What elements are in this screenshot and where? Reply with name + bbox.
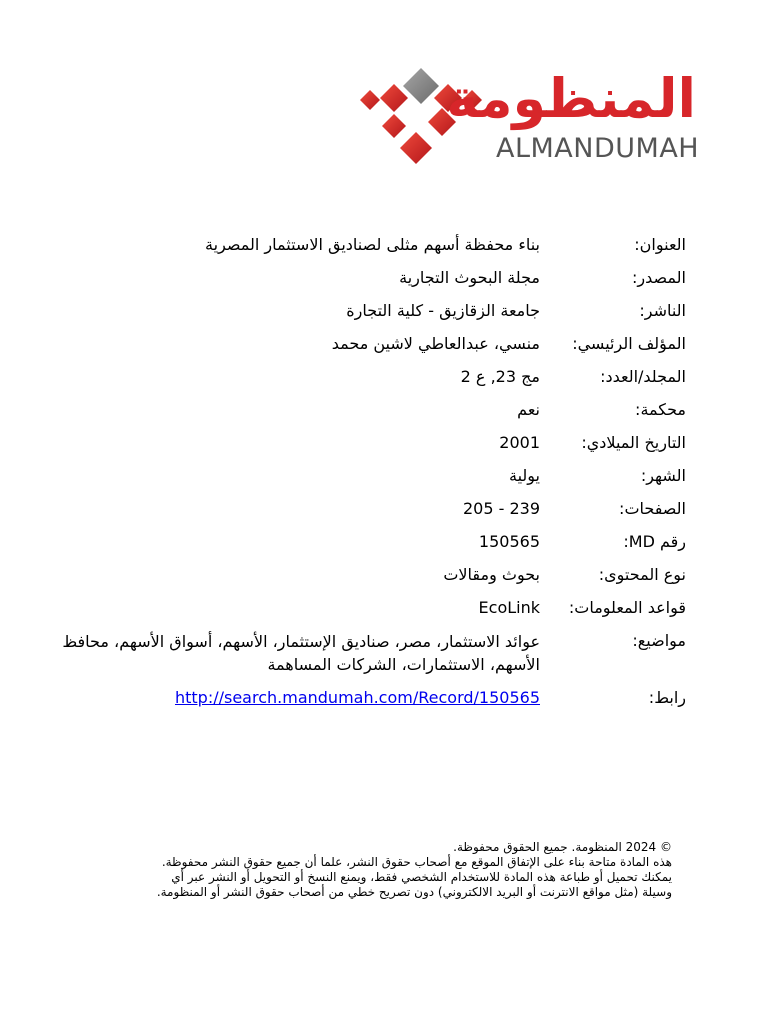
record-row-databases [60,597,686,619]
record-row-md-number [60,531,686,553]
record-row-peer-reviewed [60,399,686,421]
record-label: المؤلف الرئيسي: [572,334,686,353]
copyright-line: © 2024 المنظومة. جميع الحقوق محفوظة. [453,840,672,854]
record-label: محكمة: [635,400,686,419]
rights-line: هذه المادة متاحة بناء على الإتفاق الموقع مع أصحاب حقوق النشر، علما أن جميع حقوق النشر محفوظة. [161,855,672,869]
record-content-type-value: بحوث ومقالات [443,565,540,584]
record-label: رابط: [648,688,686,707]
record-label: المصدر: [632,268,686,287]
record-label: المجلد/العدد: [600,367,686,386]
record-row-content-type [60,564,686,586]
record-author-value: منسي، عبدالعاطي لاشين محمد [331,334,540,353]
record-md-number-value: 150565 [478,532,540,551]
record-label: التاريخ الميلادي: [581,433,686,452]
record-url-link[interactable]: http://search.mandumah.com/Record/150565 [174,688,540,707]
record-label: نوع المحتوى: [598,565,686,584]
record-row-author [60,333,686,355]
record-row-link [60,687,686,709]
record-databases-value: EcoLink [478,598,540,617]
record-year-value: 2001 [499,433,540,452]
record-label: الصفحات: [619,499,686,518]
record-label: الناشر: [639,301,686,320]
record-row-source [60,267,686,289]
record-row-subjects [60,630,686,676]
logo-arabic-wordmark: المنظومة [446,67,696,130]
usage-line-continued: وسيلة (مثل مواقع الانترنت أو البريد الالكتروني) دون تصريح خطي من أصحاب حقوق النشر أو المنظومة. [156,885,672,899]
usage-line: يمكنك تحميل أو طباعة هذه المادة للاستخدام الشخصي فقط، ويمنع النسخ أو التحويل أو النشر عبر أي [171,870,672,884]
record-pages-value [60,498,548,520]
record-label: قواعد المعلومات: [568,598,686,617]
record-label: مواضيع: [632,631,686,650]
record-row-month [60,465,686,487]
record-row-year [60,432,686,454]
record-label: الشهر: [640,466,686,485]
record-pages-text: 205 - 239 [462,499,540,518]
record-row-pages [60,498,686,520]
almandumah-logo [358,62,703,172]
record-subjects-value: عوائد الاستثمار، مصر، صناديق الإستثمار، الأسهم، أسواق الأسهم، محافظ الأسهم، الاستثمارات، الشركات المساهمة [62,632,540,674]
record-title-value: بناء محفظة أسهم مثلى لصناديق الاستثمار المصرية [205,235,540,254]
record-link-value [60,687,548,709]
record-label: العنوان: [634,235,686,254]
logo-latin-wordmark: ALMANDUMAH [496,133,700,164]
record-label: رقم MD: [623,532,686,551]
record-row-title [60,234,686,256]
record-row-volume [60,366,686,388]
record-peer-reviewed-value: نعم [517,400,540,419]
record-row-publisher [60,300,686,322]
record-publisher-value: جامعة الزقازيق - كلية التجارة [346,301,540,320]
record-volume-value: مج 23, ع 2 [460,367,540,386]
record-details [60,234,686,720]
record-month-value: يولية [509,466,540,485]
copyright-notice [68,840,672,900]
record-source-value: مجلة البحوث التجارية [399,268,540,287]
